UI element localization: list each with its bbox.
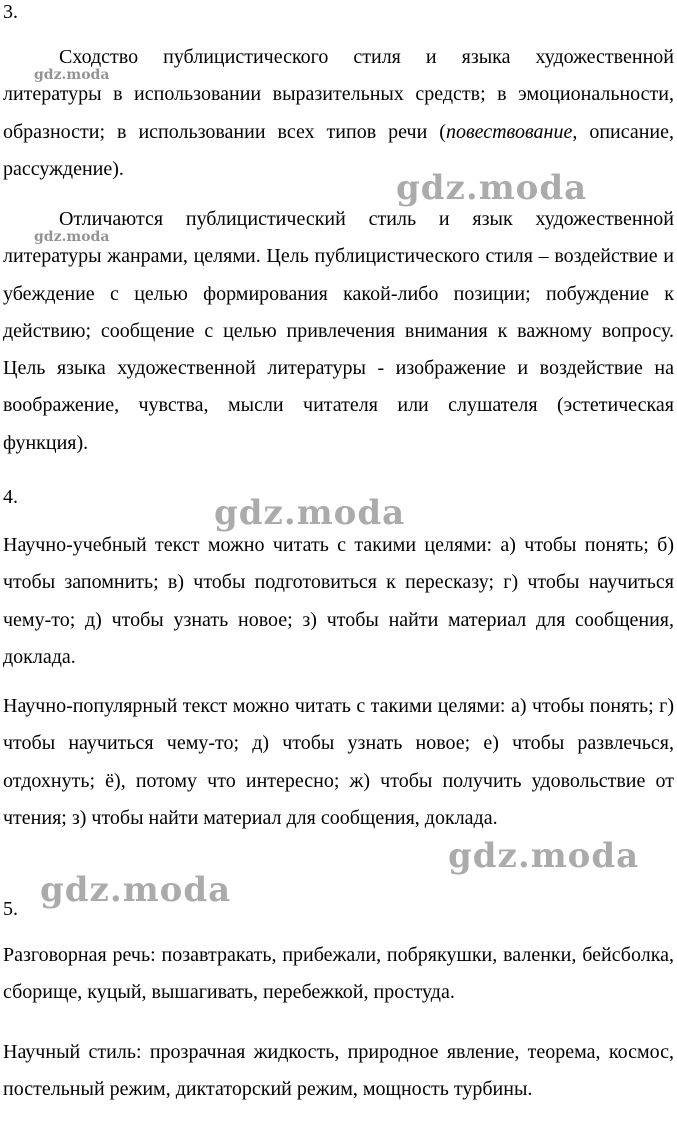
section-3-p1-text: Сходство публицистического стиля и языка художественной литературы в использовании выразительных средств; в эмоциональности, образности; в использовании всех типов речи ( [3,46,674,143]
section-3-paragraph-2: Отличаются публицистический стиль и язык художественной литературы жанрами, целями. Цель публицистического стиля – воздействие и убеждение с целью формирования какой-либо позиции; побуждение к действию; сообщение с целью привлечения внимания к важному вопросу. Цель языка художественной литературы - изображение и воздействие на воображение, чувства, мысли читателя или слушателя (эстетическая функция). [3,208,674,454]
section-5-paragraph-2: Научный стиль: прозрачная жидкость, природное явление, теорема, космос, постельный режим, диктаторский режим, мощность турбины. [3,1041,674,1101]
section-number-4: 4. [3,486,18,508]
section-3-p1-tail: , описание, рассуждение). [3,120,675,180]
section-3-p1-italic: повествование [445,120,573,143]
section-number-3: 3. [3,1,18,23]
watermark-logo: gdz.moda [396,168,588,208]
watermark-logo: gdz.moda [214,493,406,533]
section-3-paragraph-1 [3,39,674,188]
watermark-logo: gdz.moda [34,67,110,83]
watermark-logo: gdz.moda [40,870,232,910]
watermark-logo: gdz.moda [34,229,110,245]
section-number-5: 5. [3,898,18,920]
section-5-paragraph-1: Разговорная речь: позавтракать, прибежали, побрякушки, валенки, бейсболка, сборище, куцый, вышагивать, перебежкой, простуда. [3,944,674,1004]
section-4-paragraph-1: Научно-учебный текст можно читать с такими целями: а) чтобы понять; б) чтобы запомнить; в) чтобы подготовиться к пересказу; г) чтобы научиться чему-то; д) чтобы узнать новое; з) чтобы найти материал для сообщения, доклада. [3,534,674,668]
section-4-paragraph-2: Научно-популярный текст можно читать с такими целями: а) чтобы понять; г) чтобы научиться чему-то; д) чтобы узнать новое; е) чтобы развлечься, отдохнуть; ё), потому что интересно; ж) чтобы получить удовольствие от чтения; з) чтобы найти материал для сообщения, доклада. [3,695,674,829]
watermark-logo: gdz.moda [448,836,640,876]
